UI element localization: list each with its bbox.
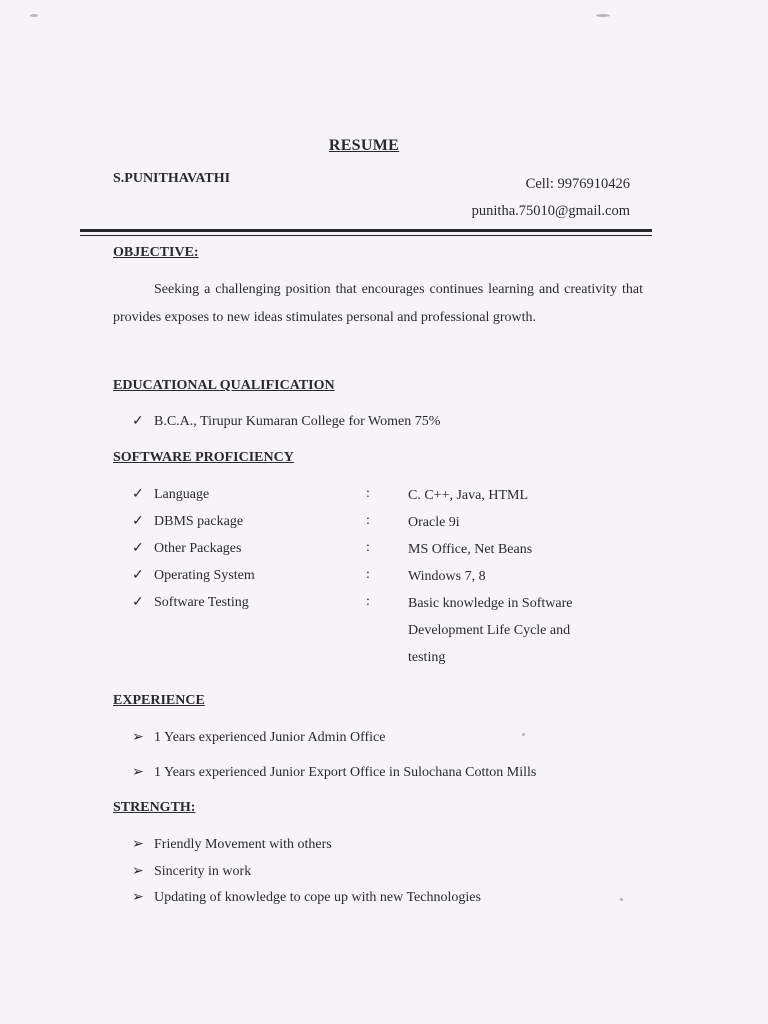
arrow-bullet-icon: ➢ bbox=[132, 890, 144, 905]
software-separator: : bbox=[366, 594, 370, 609]
software-label: Language bbox=[154, 487, 210, 502]
scan-speck bbox=[30, 14, 38, 17]
software-value: Oracle 9i bbox=[408, 515, 460, 530]
software-heading: SOFTWARE PROFICIENCY bbox=[113, 450, 294, 465]
check-icon: ✓ bbox=[132, 541, 144, 556]
software-label: Operating System bbox=[154, 568, 255, 583]
software-value: Windows 7, 8 bbox=[408, 569, 486, 584]
strength-item bbox=[132, 889, 481, 906]
experience-item bbox=[132, 764, 536, 781]
experience-item bbox=[132, 729, 385, 746]
software-row-operating-system bbox=[132, 567, 255, 584]
email-address: punitha.75010@gmail.com bbox=[471, 203, 630, 219]
software-row-other-packages bbox=[132, 540, 241, 557]
resume-title: RESUME bbox=[328, 137, 400, 154]
arrow-bullet-icon: ➢ bbox=[132, 864, 144, 879]
strength-heading: STRENGTH: bbox=[113, 800, 196, 815]
arrow-bullet-icon: ➢ bbox=[132, 837, 144, 852]
strength-item-text: Sincerity in work bbox=[154, 864, 252, 879]
software-separator: : bbox=[366, 513, 370, 528]
objective-text: Seeking a challenging position that encourages continues learning and creativity that provides exposes to new ideas stimulates personal and professional growth. bbox=[113, 282, 643, 325]
check-icon: ✓ bbox=[132, 568, 144, 583]
header-divider-thick bbox=[80, 229, 652, 232]
strength-item bbox=[132, 863, 251, 880]
software-label: DBMS package bbox=[154, 514, 244, 529]
check-icon: ✓ bbox=[132, 595, 144, 610]
software-separator: : bbox=[366, 486, 370, 501]
software-row-dbms bbox=[132, 513, 243, 530]
contact-block bbox=[472, 171, 630, 225]
strength-item-text: Updating of knowledge to cope up with new Technologies bbox=[154, 890, 481, 905]
scan-speck bbox=[620, 898, 623, 901]
software-row-language bbox=[132, 486, 209, 503]
education-item-text: B.C.A., Tirupur Kumaran College for Women 75% bbox=[154, 414, 441, 429]
education-heading: EDUCATIONAL QUALIFICATION bbox=[113, 378, 335, 393]
software-value: C. C++, Java, HTML bbox=[408, 488, 529, 503]
software-separator: : bbox=[366, 540, 370, 555]
check-icon: ✓ bbox=[132, 514, 144, 529]
strength-item bbox=[132, 836, 332, 853]
software-separator: : bbox=[366, 567, 370, 582]
scan-speck bbox=[522, 733, 525, 736]
experience-heading: EXPERIENCE bbox=[113, 693, 205, 708]
objective-heading: OBJECTIVE: bbox=[113, 245, 199, 260]
header-divider-thin bbox=[80, 235, 652, 236]
software-row-software-testing bbox=[132, 594, 249, 611]
check-icon: ✓ bbox=[132, 414, 144, 429]
experience-item-text: 1 Years experienced Junior Admin Office bbox=[154, 730, 386, 745]
software-value: Basic knowledge in Software Development Life Cycle and testing bbox=[408, 596, 573, 665]
software-label: Other Packages bbox=[154, 541, 242, 556]
arrow-bullet-icon: ➢ bbox=[132, 765, 144, 780]
check-icon: ✓ bbox=[132, 487, 144, 502]
strength-item-text: Friendly Movement with others bbox=[154, 837, 332, 852]
software-label: Software Testing bbox=[154, 595, 249, 610]
cell-number: Cell: 9976910426 bbox=[525, 176, 630, 192]
software-value: MS Office, Net Beans bbox=[408, 542, 533, 557]
arrow-bullet-icon: ➢ bbox=[132, 730, 144, 745]
scan-speck bbox=[596, 14, 610, 17]
candidate-name: S.PUNITHAVATHI bbox=[113, 171, 231, 186]
education-item bbox=[132, 413, 440, 430]
experience-item-text: 1 Years experienced Junior Export Office in Sulochana Cotton Mills bbox=[154, 765, 537, 780]
